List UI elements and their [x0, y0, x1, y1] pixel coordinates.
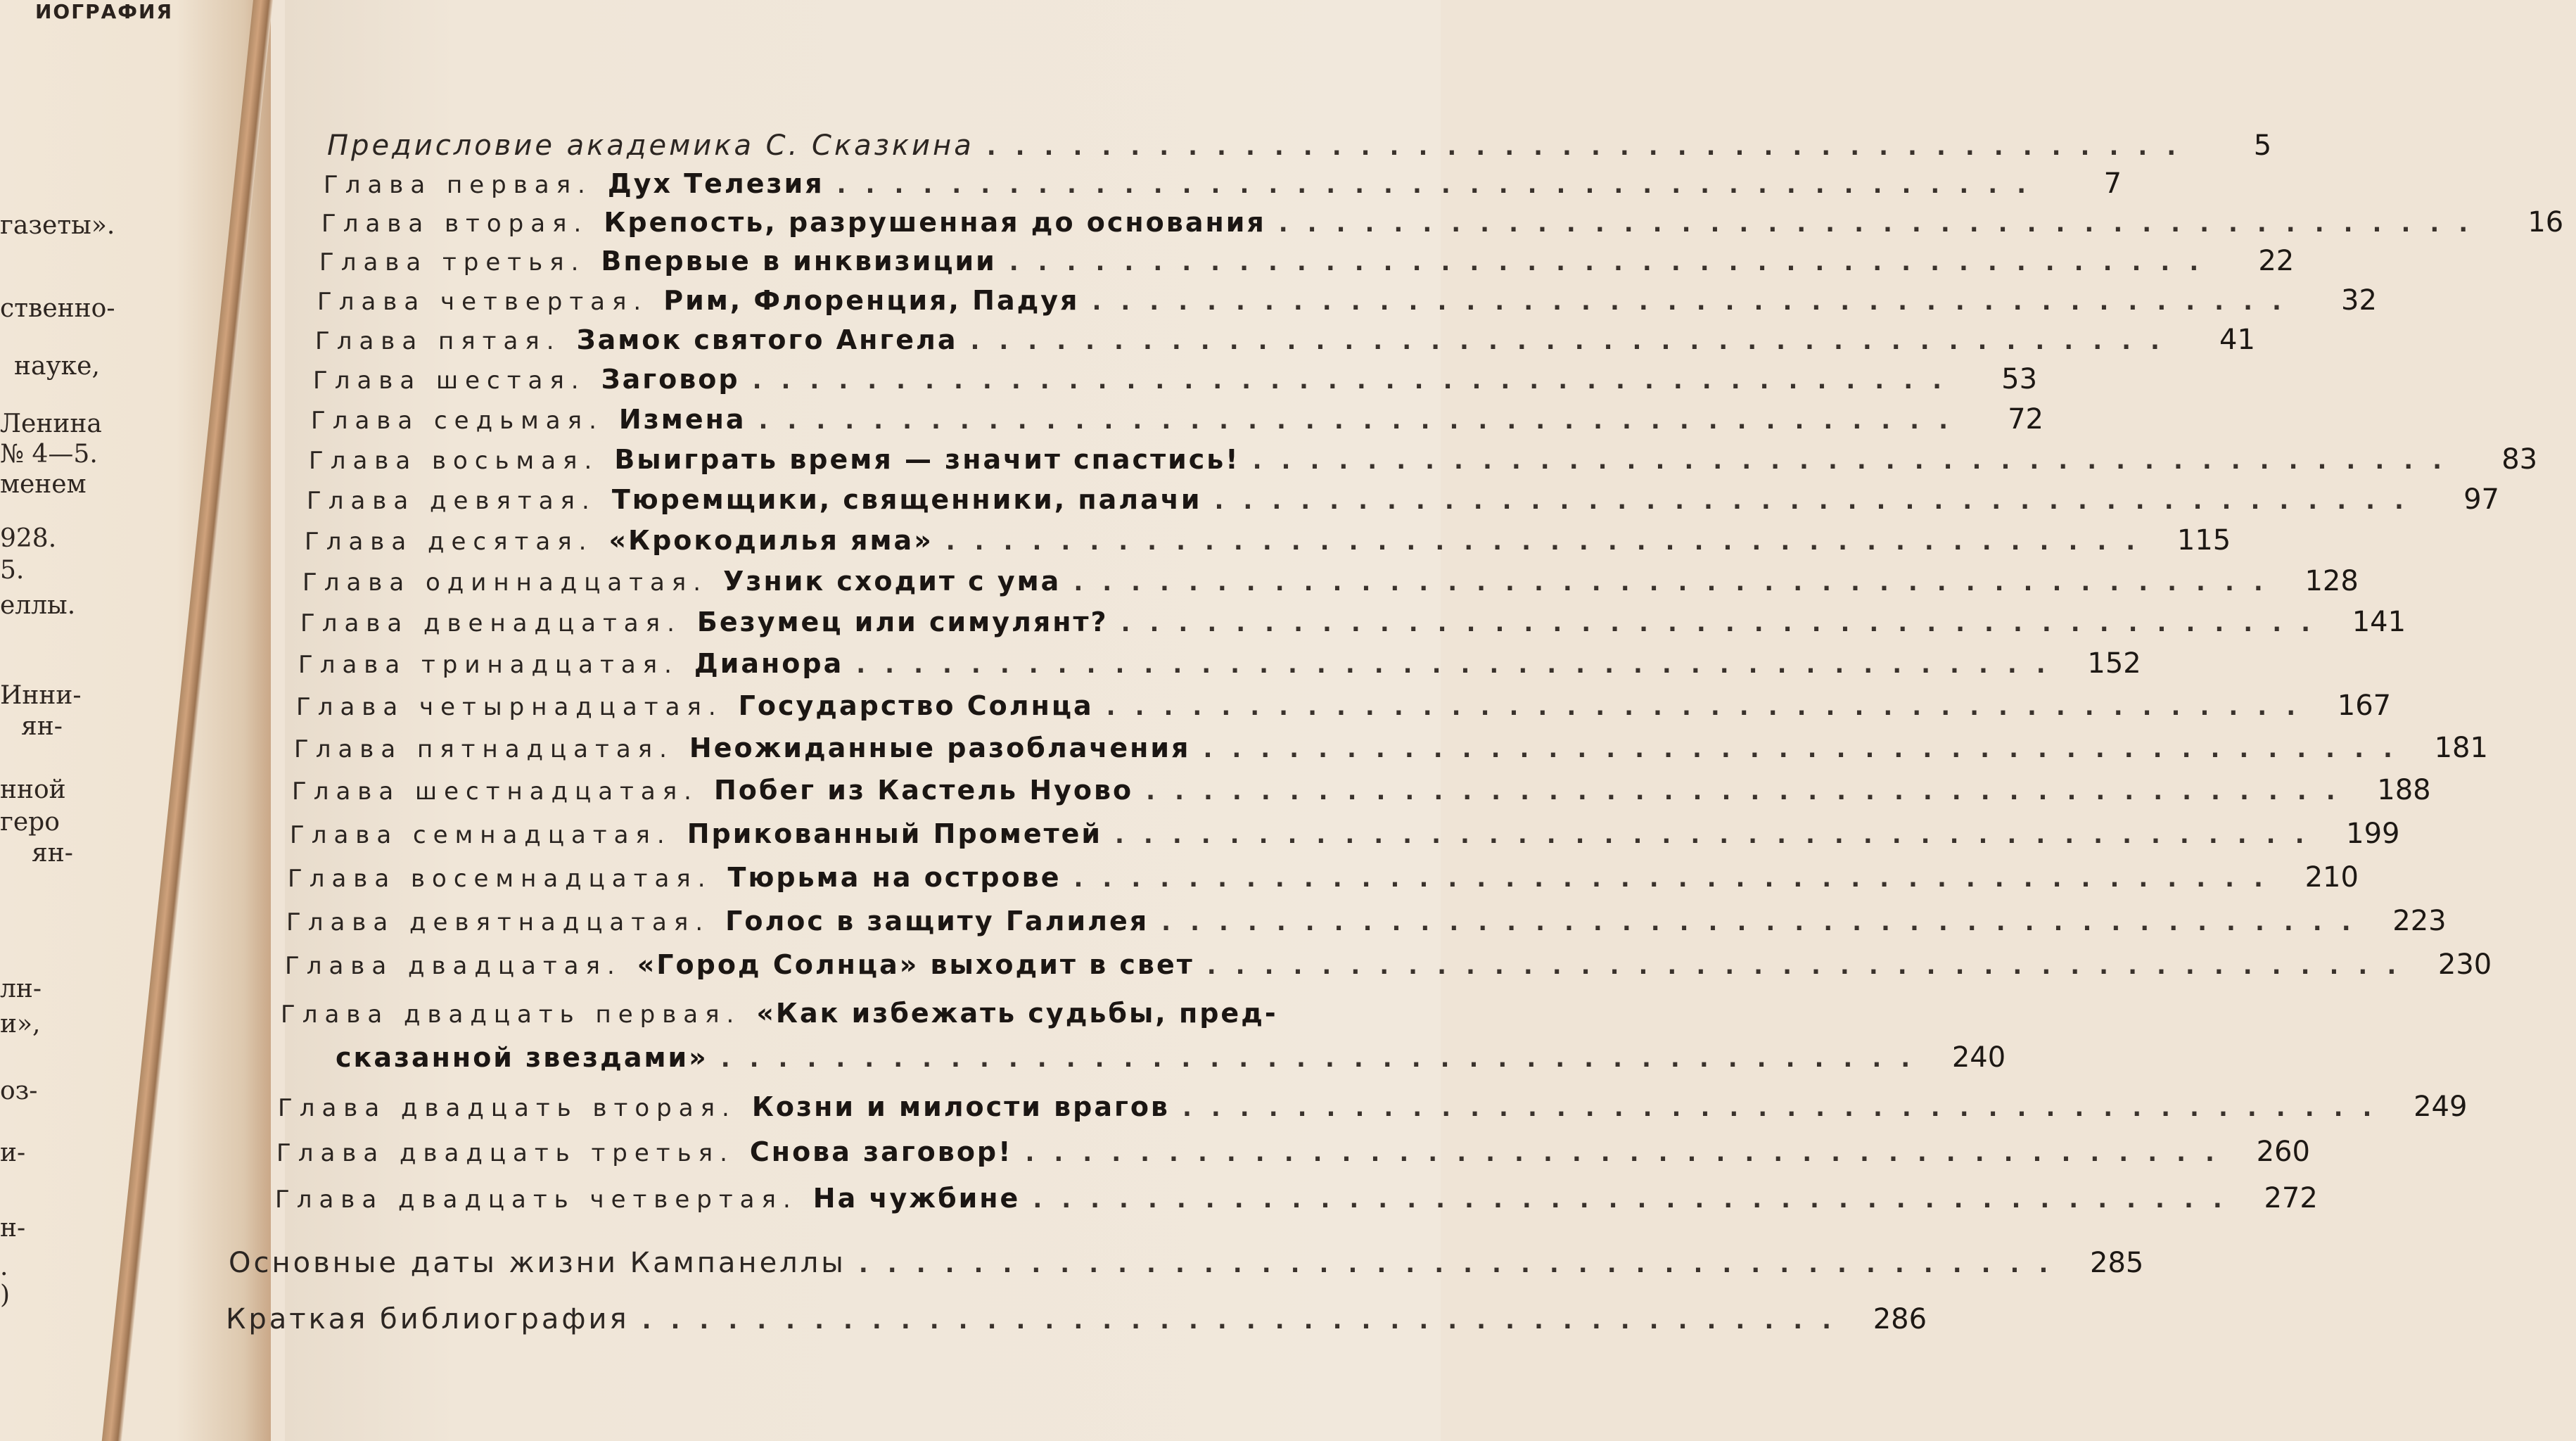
dot-leader: .......................................... — [1121, 609, 2330, 637]
chapter-title: Крепость, разрушенная до основания — [604, 207, 1266, 238]
left-page-text-fragment: еллы. — [0, 591, 76, 620]
chapter-title: Заговор — [601, 364, 740, 395]
dot-leader: .......................................... — [752, 367, 1962, 395]
page-number: 260 — [2256, 1136, 2310, 1168]
left-page-text-fragment: науке, — [14, 352, 100, 381]
chapter-label: Глава шестнадцатая. — [292, 777, 699, 806]
left-page-text-fragment: менем — [0, 470, 87, 499]
chapter-label: Глава четырнадцатая. — [296, 693, 723, 721]
chapter-label: Глава двадцать четвертая. — [275, 1186, 798, 1214]
dot-leader: .......................................... — [1206, 952, 2416, 980]
toc-entry-chapter-continuation — [285, 1041, 2006, 1081]
dot-leader: .......................................... — [1161, 908, 2371, 937]
dot-leader: .......................................... — [1278, 210, 2488, 238]
toc-entry-chapter — [285, 206, 2564, 246]
chapter-title: Выиграть время — значит спастись! — [614, 444, 1240, 475]
toc-entry-chapter — [285, 363, 2038, 402]
chapter-title: Неожиданные разоблачения — [689, 732, 1191, 763]
chapter-title-continuation: сказанной звездами» — [336, 1042, 708, 1073]
chapter-title: Рим, Флоренция, Падуя — [663, 285, 1080, 316]
page-number: 230 — [2437, 948, 2492, 981]
toc-entry-chapter — [285, 818, 2400, 857]
chapter-label: Глава девятая. — [307, 487, 597, 515]
chapter-label: Глава восьмая. — [309, 447, 599, 475]
dot-leader: .......................................... — [1073, 865, 2283, 893]
dot-leader: .......................................... — [1106, 693, 2316, 721]
left-page-text-fragment: ) — [0, 1281, 11, 1309]
page-number: 167 — [2337, 690, 2392, 722]
chapter-title: Тюрьма на острове — [727, 862, 1061, 893]
page-number: 199 — [2346, 818, 2400, 850]
page-number: 22 — [2258, 245, 2295, 277]
page-number: 32 — [2341, 284, 2377, 317]
left-page-text-fragment: ственно- — [0, 294, 115, 323]
page-number: 7 — [2103, 167, 2122, 200]
toc-entry-chapter — [276, 1136, 2310, 1175]
page-number: 41 — [2219, 324, 2255, 356]
page-number: 128 — [2304, 565, 2359, 597]
chapter-label: Глава десятая. — [305, 528, 594, 556]
dot-leader: .......................................... — [1073, 569, 2283, 597]
dot-leader: .......................................... — [1092, 288, 2301, 316]
left-page-text-fragment: нной — [0, 775, 66, 804]
chapter-title: «Город Солнца» выходит в свет — [637, 949, 1194, 980]
dot-leader: .......................................... — [970, 327, 2179, 355]
toc-entry-chapter — [285, 167, 2122, 207]
chapter-label: Глава двенадцатая. — [300, 609, 682, 637]
chapter-title: Узник сходит с ума — [723, 566, 1061, 597]
toc-entry-chapter — [285, 606, 2406, 645]
toc-entry-appendix — [229, 1247, 2144, 1286]
page-number: 152 — [2087, 647, 2141, 680]
page-number: 141 — [2352, 606, 2406, 638]
left-page-text-fragment: Инни- — [0, 681, 82, 710]
chapter-title: Тюремщики, священники, палачи — [611, 484, 1202, 515]
chapter-title: Побег из Кастель Нуово — [713, 775, 1134, 806]
chapter-label: Глава первая. — [324, 171, 592, 199]
dot-leader: .......................................... — [836, 171, 2046, 199]
page-number: 286 — [1873, 1303, 1927, 1335]
toc-entry-chapter — [278, 1091, 2468, 1130]
chapter-label: Глава восемнадцатая. — [288, 865, 713, 893]
table-of-contents-page — [226, 0, 2564, 1441]
dot-leader: .......................................... — [1009, 248, 2219, 277]
left-page-text-fragment: газеты». — [0, 211, 115, 240]
dot-leader: .......................................... — [1146, 777, 2355, 806]
left-page-text-fragment: ян- — [32, 839, 73, 868]
page-number: 72 — [2008, 403, 2043, 436]
chapter-title: Государство Солнца — [738, 690, 1094, 721]
page-number: 16 — [2527, 206, 2564, 239]
toc-entry-chapter — [285, 284, 2377, 324]
page-number: 5 — [2253, 129, 2272, 162]
left-page-text-fragment: Ленина — [0, 410, 102, 438]
dot-leader: .......................................... — [858, 1250, 2068, 1278]
dot-leader: .......................................... — [986, 133, 2196, 161]
toc-entry-chapter — [281, 998, 1441, 1037]
chapter-title: Дух Телезия — [607, 168, 824, 199]
dot-leader: .......................................... — [1033, 1186, 2242, 1214]
dot-leader: .......................................... — [720, 1045, 1930, 1073]
toc-entry-chapter — [285, 565, 2359, 604]
toc-entry-chapter — [285, 732, 2488, 771]
page-number: 285 — [2090, 1247, 2144, 1279]
chapter-label: Глава двадцать вторая. — [278, 1094, 737, 1122]
chapter-label: Глава семнадцатая. — [290, 821, 672, 849]
dot-leader: .......................................... — [1203, 735, 2412, 763]
left-page-text-fragment: ян- — [21, 712, 63, 741]
toc-entry-appendix — [226, 1303, 1927, 1342]
toc-entry-chapter — [275, 1182, 2318, 1221]
appendix-title: Основные даты жизни Кампанеллы — [229, 1247, 846, 1279]
left-page-text-fragment: геро — [0, 808, 60, 837]
dot-leader: .......................................... — [1182, 1094, 2392, 1122]
page-number: 97 — [2463, 483, 2499, 516]
page-number: 53 — [2001, 363, 2038, 395]
dot-leader: .......................................... — [642, 1307, 1851, 1335]
page-number: 240 — [1951, 1041, 2006, 1074]
dot-leader: .......................................... — [758, 407, 1968, 435]
chapter-title: Козни и милости врагов — [751, 1091, 1170, 1122]
toc-entry-chapter — [285, 774, 2431, 813]
toc-entry-chapter — [285, 245, 2295, 284]
left-page-text-fragment: и», — [0, 1010, 41, 1039]
chapter-label: Глава девятнадцатая. — [286, 908, 710, 937]
chapter-label: Глава пятая. — [315, 327, 561, 355]
left-page-text-fragment: н- — [0, 1214, 26, 1243]
chapter-label: Глава шестая. — [313, 367, 586, 395]
chapter-label: Глава двадцатая. — [285, 952, 622, 980]
page-number: 181 — [2434, 732, 2488, 764]
page-number: 249 — [2414, 1091, 2468, 1123]
chapter-label: Глава седьмая. — [311, 407, 604, 435]
chapter-label: Глава третья. — [319, 248, 586, 277]
chapter-label: Глава двадцать третья. — [276, 1139, 734, 1167]
chapter-title: Снова заговор! — [749, 1136, 1013, 1167]
page-number: 210 — [2304, 861, 2359, 894]
left-page-text-fragment: № 4—5. — [0, 440, 98, 469]
chapter-title: Замок святого Ангела — [576, 324, 958, 355]
toc-entry-chapter — [285, 905, 2447, 944]
chapter-title: «Крокодилья яма» — [608, 525, 933, 556]
chapter-label: Глава одиннадцатая. — [302, 569, 708, 597]
preface-title: Предисловие академика С. Сказкина — [327, 129, 974, 162]
chapter-title: Измена — [618, 404, 746, 435]
page-number: 223 — [2392, 905, 2447, 937]
toc-entry-chapter — [285, 524, 2231, 564]
left-page-text-fragment: 5. — [0, 556, 25, 585]
left-page-text-fragment: и- — [0, 1138, 26, 1167]
toc-entry-chapter — [285, 443, 2538, 483]
chapter-title: Безумец или симулянт? — [696, 607, 1109, 637]
chapter-label: Глава тринадцатая. — [298, 651, 679, 679]
toc-entry-chapter — [285, 948, 2492, 988]
dot-leader: .......................................... — [945, 528, 2155, 556]
toc-entry-chapter — [285, 403, 2043, 443]
chapter-title: Прикованный Прометей — [687, 818, 1103, 849]
left-page-text-fragment: оз- — [0, 1077, 38, 1105]
chapter-label: Глава пятнадцатая. — [294, 735, 674, 763]
dot-leader: .......................................... — [1252, 447, 2462, 475]
appendix-title: Краткая библиография — [226, 1303, 630, 1335]
left-page-text-fragment: 928. — [0, 524, 57, 553]
page-number: 272 — [2264, 1182, 2318, 1214]
page-number: 83 — [2501, 443, 2538, 476]
dot-leader: .......................................... — [856, 651, 2065, 679]
page-number: 188 — [2377, 774, 2431, 806]
toc-entry-preface — [285, 129, 2272, 169]
running-header-fragment: ИОГРАФИЯ — [35, 0, 174, 23]
chapter-title: «Как избежать судьбы, пред- — [756, 998, 1278, 1029]
dot-leader: .......................................... — [1025, 1139, 2234, 1167]
toc-entry-chapter — [285, 861, 2359, 901]
left-page-text-fragment: . — [0, 1252, 8, 1281]
chapter-title: Дианора — [694, 648, 844, 679]
page-number: 115 — [2176, 524, 2231, 557]
left-page-text-fragment: лн- — [0, 975, 42, 1003]
chapter-title: Голос в защиту Галилея — [725, 906, 1149, 937]
toc-entry-chapter — [285, 647, 2141, 687]
chapter-title: На чужбине — [812, 1183, 1021, 1214]
chapter-label: Глава двадцать первая. — [281, 1001, 741, 1029]
chapter-label: Глава вторая. — [321, 210, 589, 238]
toc-entry-chapter — [285, 324, 2255, 363]
chapter-label: Глава четвертая. — [317, 288, 649, 316]
chapter-title: Впервые в инквизиции — [601, 246, 997, 277]
dot-leader: .......................................... — [1214, 487, 2423, 515]
toc-entry-chapter — [285, 690, 2392, 729]
dot-leader: .......................................... — [1115, 821, 2324, 849]
toc-entry-chapter — [285, 483, 2499, 523]
